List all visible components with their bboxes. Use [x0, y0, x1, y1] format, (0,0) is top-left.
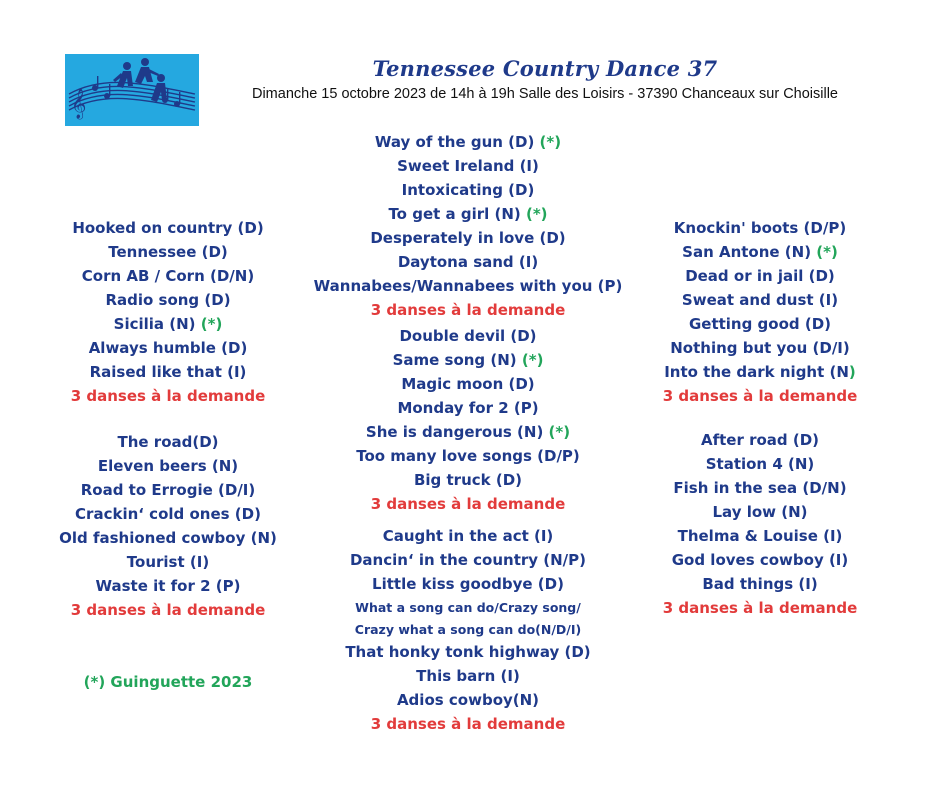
song-line: Sweat and dust (I) — [681, 291, 839, 309]
song-line: Dancin‘ in the country (N/P) — [349, 551, 587, 569]
song-line: Monday for 2 (P) — [397, 399, 539, 417]
song-line: Into the dark night (N) — [664, 363, 856, 381]
song-line: Big truck (D) — [413, 471, 523, 489]
dancers-music-logo — [65, 54, 199, 126]
demand-line: 3 danses à la demande — [70, 601, 266, 619]
demand-line: 3 danses à la demande — [662, 387, 858, 405]
song-line: What a song can do/Crazy song/ — [355, 600, 581, 615]
song-line: Little kiss goodbye (D) — [372, 575, 564, 593]
song-line: Radio song (D) — [105, 291, 231, 309]
song-line: Daytona sand (I) — [397, 253, 539, 271]
song-line: Adios cowboy(N) — [396, 691, 540, 709]
song-line: Wannabees/Wannabees with you (P) — [313, 277, 623, 295]
song-line: Magic moon (D) — [401, 375, 535, 393]
song-line: Eleven beers (N) — [97, 457, 239, 475]
song-line: Thelma & Louise (I) — [677, 527, 843, 545]
song-line: Crazy what a song can do(N/D/I) — [354, 622, 582, 637]
song-line: Raised like that (I) — [89, 363, 247, 381]
song-line: Dead or in jail (D) — [685, 267, 835, 285]
song-line: Knockin' boots (D/P) — [673, 219, 847, 237]
song-line: The road(D) — [117, 433, 219, 451]
song-line: Always humble (D) — [88, 339, 248, 357]
song-line: Way of the gun (D) (*) — [374, 133, 562, 151]
demand-line: 3 danses à la demande — [70, 387, 266, 405]
song-line: Desperately in love (D) — [370, 229, 566, 247]
song-line: After road (D) — [700, 431, 820, 449]
guinguette-legend: (*) Guinguette 2023 — [83, 673, 253, 691]
song-line: Waste it for 2 (P) — [95, 577, 241, 595]
demand-line: 3 danses à la demande — [370, 715, 566, 733]
song-line: This barn (I) — [416, 667, 520, 685]
song-line: Lay low (N) — [712, 503, 808, 521]
song-line: Caught in the act (I) — [382, 527, 554, 545]
song-line: Crackin‘ cold ones (D) — [75, 505, 261, 523]
song-line: God loves cowboy (I) — [671, 551, 849, 569]
demand-line: 3 danses à la demande — [370, 495, 566, 513]
song-line: Intoxicating (D) — [401, 181, 535, 199]
svg-text:𝄞: 𝄞 — [71, 89, 87, 119]
song-line: Sicilia (N) (*) — [113, 315, 223, 333]
song-line: Getting good (D) — [688, 315, 832, 333]
song-line: Corn AB / Corn (D/N) — [81, 267, 255, 285]
song-line: Bad things (I) — [702, 575, 818, 593]
song-line: Too many love songs (D/P) — [356, 447, 580, 465]
demand-line: 3 danses à la demande — [662, 599, 858, 617]
song-line: Road to Errogie (D/I) — [80, 481, 256, 499]
song-line: Same song (N) (*) — [392, 351, 544, 369]
song-line: She is dangerous (N) (*) — [365, 423, 571, 441]
song-line: San Antone (N) (*) — [682, 243, 838, 261]
song-line: Old fashioned cowboy (N) — [59, 529, 277, 547]
song-line: Nothing but you (D/I) — [670, 339, 850, 357]
song-line: Tourist (I) — [126, 553, 210, 571]
song-line: Station 4 (N) — [705, 455, 815, 473]
event-details: Dimanche 15 octobre 2023 de 14h à 19h Salle des Loisirs - 37390 Chanceaux sur Choisille — [251, 86, 838, 102]
song-line: Sweet Ireland (I) — [397, 157, 539, 175]
song-line: Fish in the sea (D/N) — [673, 479, 847, 497]
demand-line: 3 danses à la demande — [370, 301, 566, 319]
song-line: To get a girl (N) (*) — [388, 205, 548, 223]
song-line: Tennessee (D) — [108, 243, 228, 261]
music-notes-icon — [65, 54, 199, 126]
page-title: Tennessee Country Dance 37 — [372, 56, 718, 81]
song-line: That honky tonk highway (D) — [345, 643, 591, 661]
song-line: Double devil (D) — [399, 327, 537, 345]
song-line: Hooked on country (D) — [72, 219, 264, 237]
